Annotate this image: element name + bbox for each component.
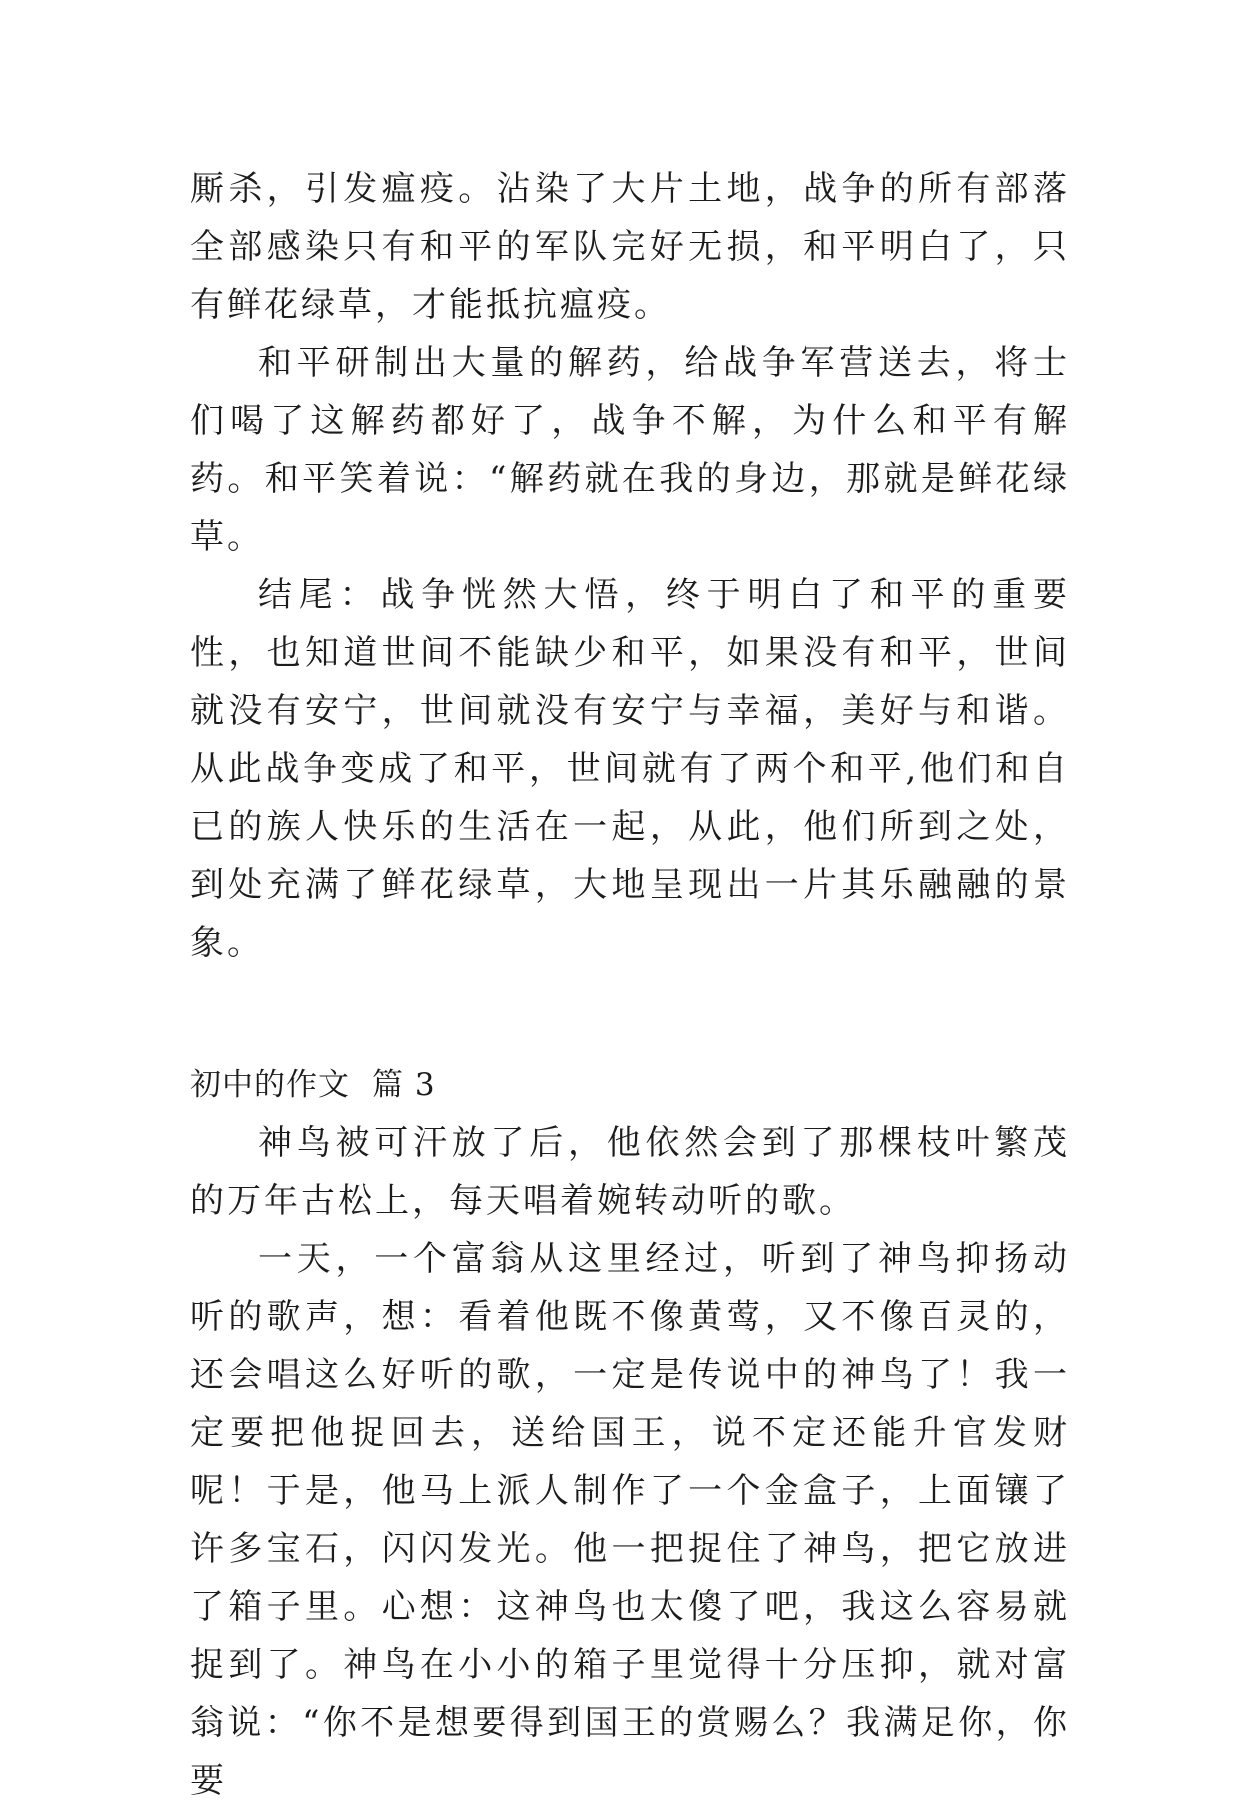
paragraph-divine-bird: 神鸟被可汗放了后，他依然会到了那棵枝叶繁茂的万年古松上，每天唱着婉转动听的歌。 — [190, 1123, 1070, 1221]
paragraph-plague: 厮杀，引发瘟疫。沾染了大片土地，战争的所有部落全部感染只有和平的军队完好无损，和平明白了，只有鲜花绿草，才能抵抗瘟疫。 — [190, 169, 1070, 325]
section-number: 篇 3 — [372, 1067, 436, 1103]
paragraph-ending: 结尾：战争恍然大悟，终于明白了和平的重要性，也知道世间不能缺少和平，如果没有和平，世间就没有安宁，世间就没有安宁与幸福，美好与和谐。从此战争变成了和平，世间就有了两个和平,他们和自已的族人快乐的生活在一起，从此，他们所到之处，到处充满了鲜花绿草，大地呈现出一片其乐融融的景象。 — [190, 575, 1070, 963]
paragraph-antidote: 和平研制出大量的解药，给战争军营送去，将士们喝了这解药都好了，战争不解，为什么和平有解药。和平笑着说：“解药就在我的身边，那就是鲜花绿草。 — [190, 343, 1070, 557]
paragraph-rich-man: 一天，一个富翁从这里经过，听到了神鸟抑扬动听的歌声，想：看着他既不像黄莺，又不像百灵的，还会唱这么好听的歌，一定是传说中的神鸟了！我一定要把他捉回去，送给国王，说不定还能升官发财呢！于是，他马上派人制作了一个金盒子，上面镶了许多宝石，闪闪发光。他一把捉住了神鸟，把它放进了箱子里。心想：这神鸟也太傻了吧，我这么容易就捉到了。神鸟在小小的箱子里觉得十分压抑，就对富翁说：“你不是想要得到国王的赏赐么？我满足你，你要 — [190, 1239, 1070, 1801]
text-column — [190, 160, 1070, 1810]
section-heading — [190, 1056, 1070, 1114]
section-title: 初中的作文 — [190, 1067, 350, 1103]
